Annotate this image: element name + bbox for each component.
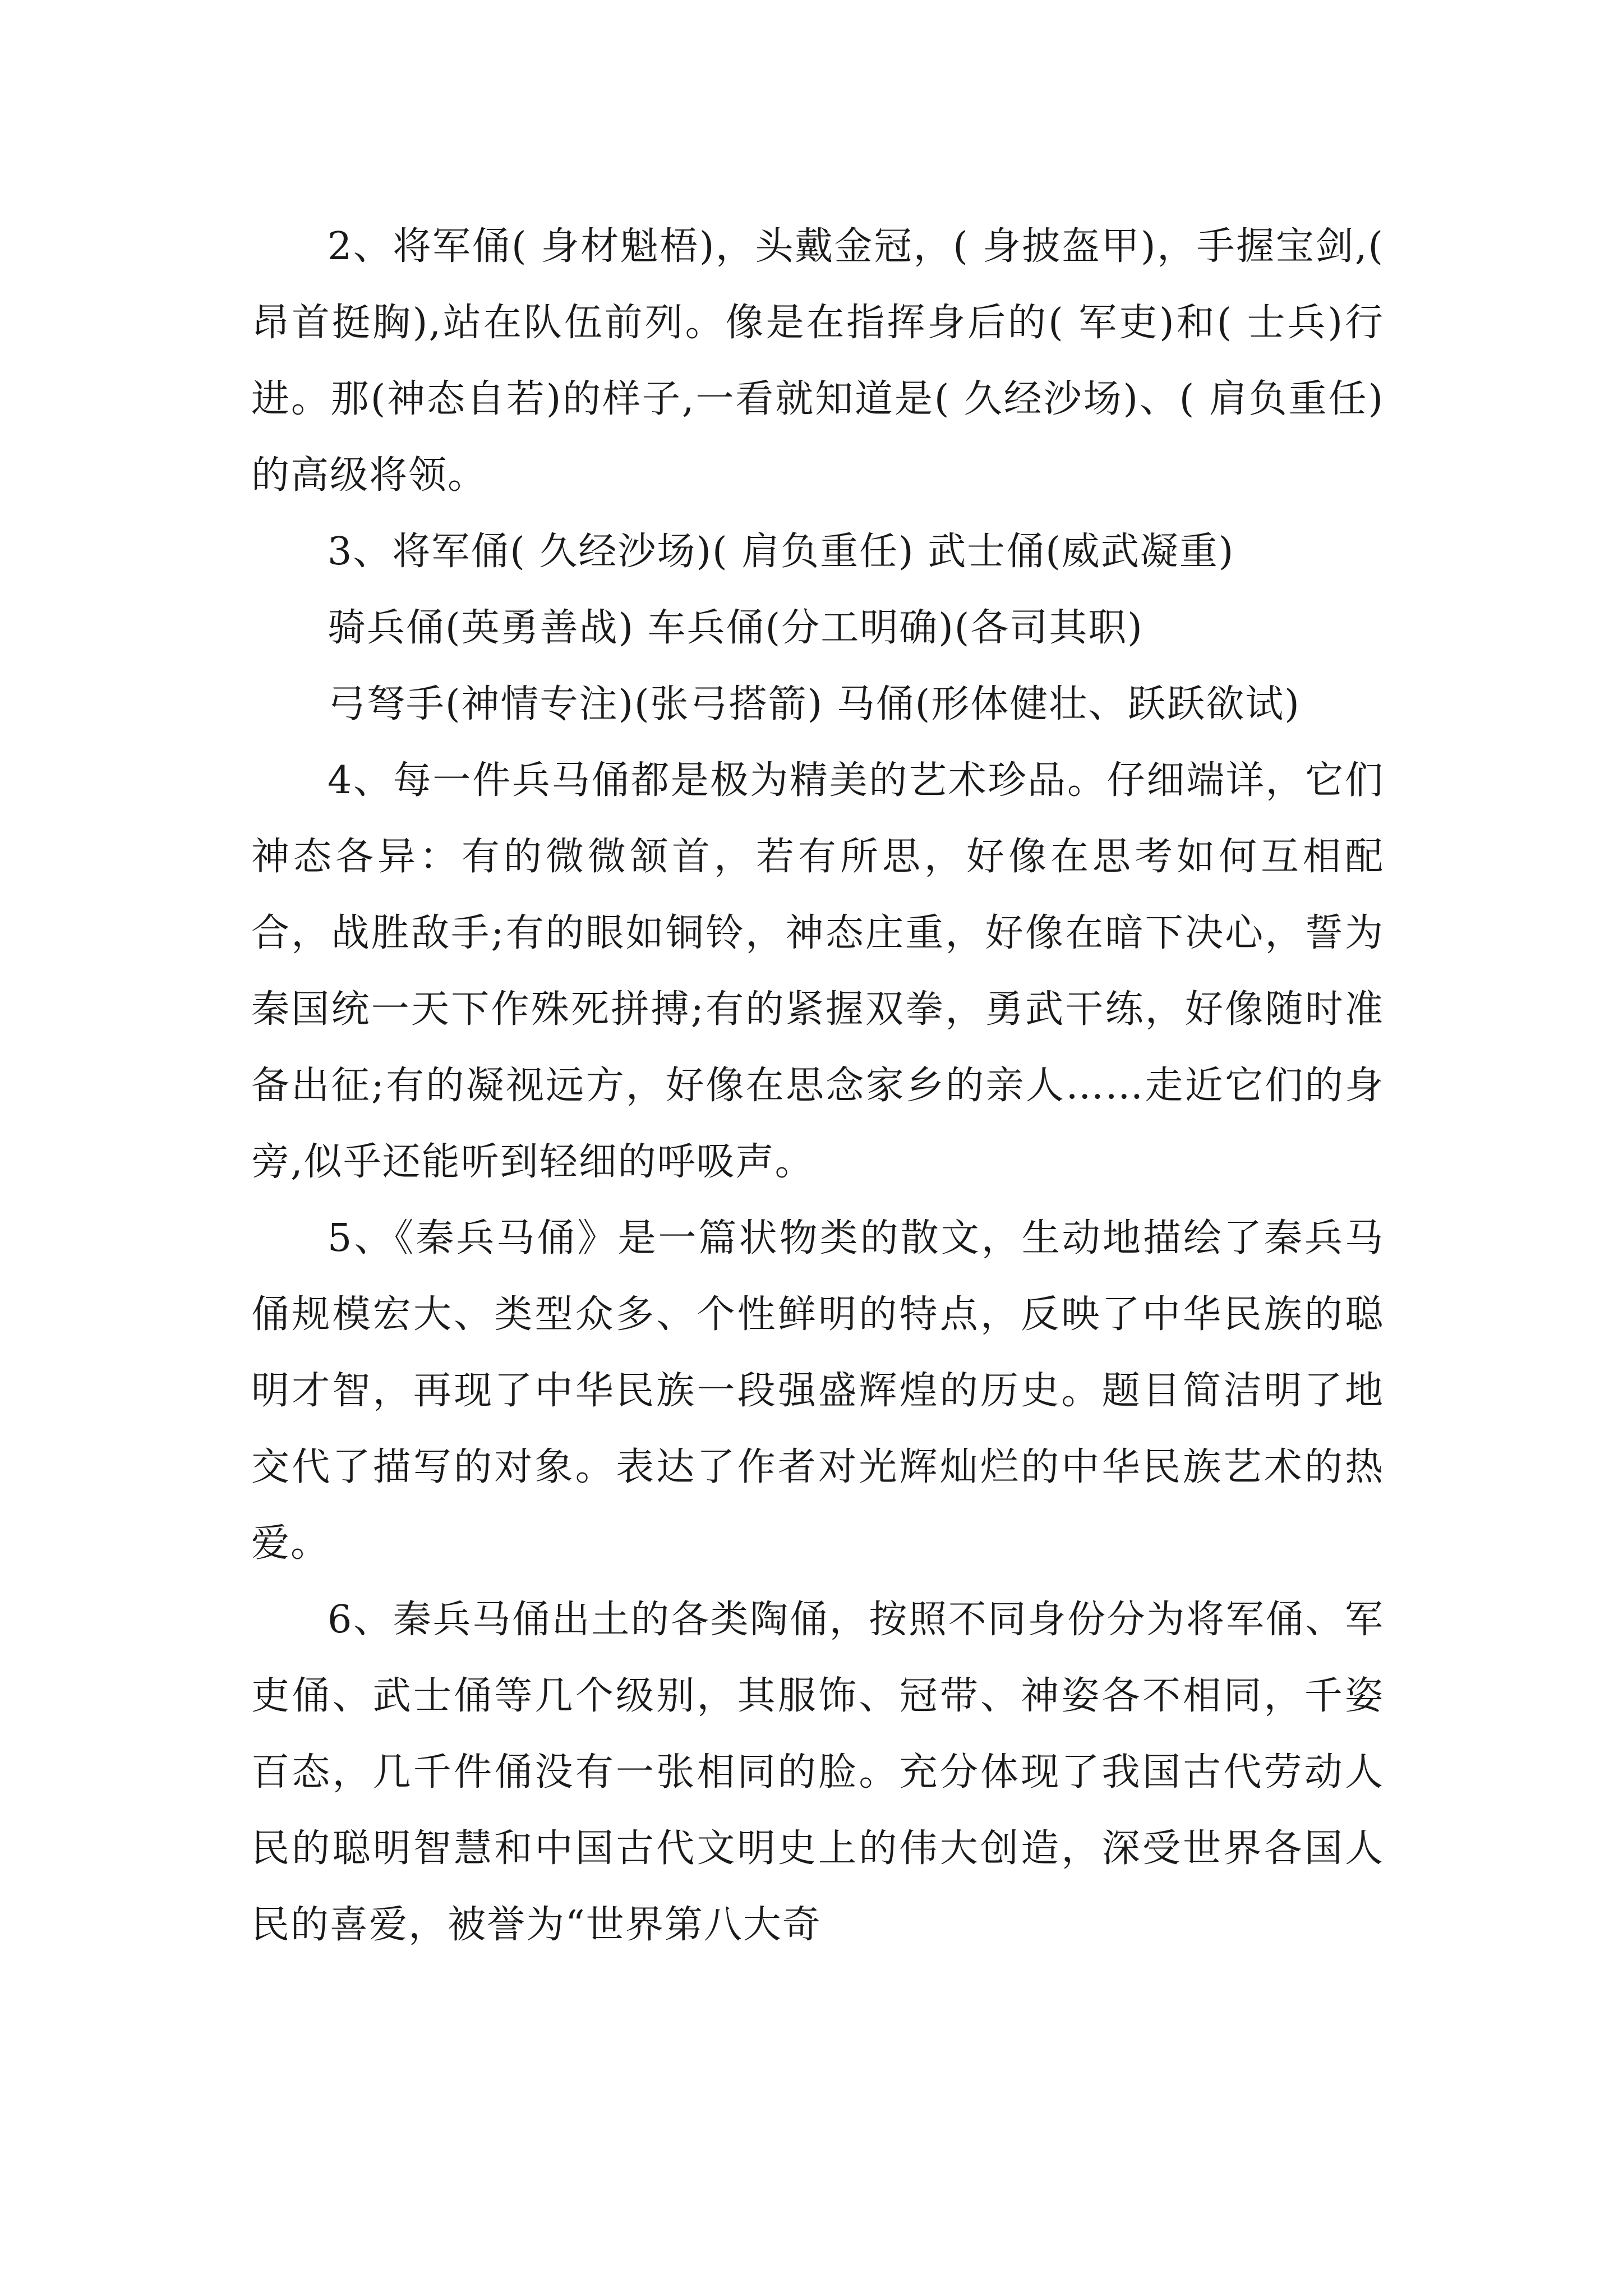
paragraph-6: 6、秦兵马俑出土的各类陶俑，按照不同身份分为将军俑、军吏俑、武士俑等几个级别，其服饰、冠带、神姿各不相同，千姿百态，几千件俑没有一张相同的脸。充分体现了我国古代劳动人民的聪明智慧和中国古代文明史上的伟大创造，深受世界各国人民的喜爱，被誉为“世界第八大奇 xyxy=(251,1598,1384,1947)
paragraph-3-line-2: 骑兵俑(英勇善战) 车兵俑(分工明确)(各司其职) xyxy=(328,606,1144,650)
paragraph-4: 4、每一件兵马俑都是极为精美的艺术珍品。仔细端详，它们神态各异：有的微微颔首，若有所思，好像在思考如何互相配合，战胜敌手;有的眼如铜铃，神态庄重，好像在暗下决心，誓为秦国统一天下作殊死拼搏;有的紧握双拳，勇武干练，好像随时准备出征;有的凝视远方，好像在思念家乡的亲人……走近它们的身旁,似乎还能听到轻细的呼吸声。 xyxy=(251,758,1384,1184)
paragraph-2: 2、将军俑( 身材魁梧)，头戴金冠，( 身披盔甲)，手握宝剑,( 昂首挺胸),站在队伍前列。像是在指挥身后的( 军吏)和( 士兵)行进。那(神态自若)的样子,一看就知道是( 久经沙场)、( 肩负重任)的高级将领。 xyxy=(251,224,1384,498)
paragraph-3-line-1: 3、将军俑( 久经沙场)( 肩负重任) 武士俑(威武凝重) xyxy=(328,530,1235,574)
document-body xyxy=(251,209,1384,1963)
paragraph-3-line-3: 弓弩手(神情专注)(张弓搭箭) 马俑(形体健壮、跃跃欲试) xyxy=(328,682,1301,726)
paragraph-5: 5、《秦兵马俑》是一篇状物类的散文，生动地描绘了秦兵马俑规模宏大、类型众多、个性鲜明的特点，反映了中华民族的聪明才智，再现了中华民族一段强盛辉煌的历史。题目简洁明了地交代了描写的对象。表达了作者对光辉灿烂的中华民族艺术的热爱。 xyxy=(251,1216,1384,1566)
